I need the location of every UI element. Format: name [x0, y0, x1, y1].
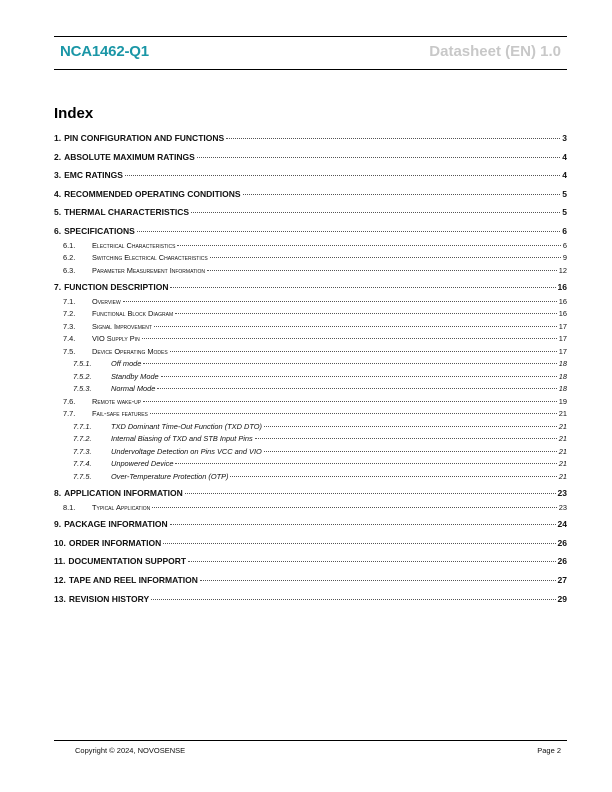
toc-entry-page: 23 [558, 502, 567, 512]
toc-entry-number: 6.1. [63, 240, 76, 250]
toc-entry[interactable] [54, 131, 567, 150]
toc-entry-page: 18 [558, 384, 567, 394]
toc-entry-number: 7.5.2. [73, 371, 92, 381]
toc-entry-number: 7.7.5. [73, 471, 92, 481]
toc-entry[interactable] [54, 502, 567, 515]
toc-entry[interactable] [54, 554, 567, 573]
toc-entry-number: 6. [54, 225, 62, 236]
toc-entry-page: 21 [558, 409, 567, 419]
toc-entry-title: TAPE AND REEL INFORMATION [68, 575, 198, 586]
toc-entry[interactable] [54, 383, 567, 396]
toc-entry-title: ORDER INFORMATION [68, 537, 162, 548]
toc-leader-dots [177, 245, 560, 246]
toc-entry-page: 6 [562, 240, 567, 250]
toc-entry-title: Normal Mode [111, 384, 156, 394]
toc-entry[interactable] [54, 433, 567, 446]
toc-entry[interactable] [54, 446, 567, 459]
toc-entry-title: Standby Mode [111, 371, 159, 381]
toc-entry-title: Functional Block Diagram [92, 309, 174, 319]
toc-entry-page: 19 [558, 396, 567, 406]
toc-entry-page: 21 [558, 434, 567, 444]
document-title: Datasheet (EN) 1.0 [429, 43, 561, 60]
toc-entry-page: 21 [558, 459, 567, 469]
toc-entry[interactable] [54, 346, 567, 359]
toc-entry-number: 7.7.2. [73, 434, 92, 444]
toc-leader-dots [175, 463, 556, 464]
toc-leader-dots [137, 231, 560, 232]
toc-entry-title: Electrical Characteristics [92, 240, 176, 250]
toc-leader-dots [161, 376, 557, 377]
toc-leader-dots [170, 351, 557, 352]
toc-entry-number: 7.6. [63, 396, 76, 406]
toc-entry[interactable] [54, 592, 567, 611]
toc-entry-page: 9 [562, 253, 567, 263]
toc-entry-page: 17 [558, 321, 567, 331]
toc-entry[interactable] [54, 252, 567, 265]
toc-entry-page: 17 [558, 334, 567, 344]
toc-entry-number: 7.5.3. [73, 384, 92, 394]
toc-entry-number: 8.1. [63, 502, 76, 512]
toc-entry-title: TXD Dominant Time-Out Function (TXD DTO) [111, 421, 262, 431]
toc-entry[interactable] [54, 205, 567, 224]
toc-entry[interactable] [54, 421, 567, 434]
toc-entry-title: Off mode [111, 359, 142, 369]
toc-entry[interactable] [54, 573, 567, 592]
toc-entry-page: 26 [557, 556, 567, 567]
toc-entry[interactable] [54, 265, 567, 278]
product-name: NCA1462-Q1 [60, 43, 149, 60]
toc-leader-dots [150, 413, 557, 414]
toc-entry-number: 13. [54, 593, 66, 604]
toc-entry-title: RECOMMENDED OPERATING CONDITIONS [64, 188, 241, 199]
toc-entry-title: Internal Biasing of TXD and STB Input Pins [111, 434, 253, 444]
toc-entry-page: 16 [558, 309, 567, 319]
toc-entry-title: APPLICATION INFORMATION [64, 488, 183, 499]
toc-entry[interactable] [54, 240, 567, 253]
toc-entry-number: 11. [54, 556, 66, 567]
toc-leader-dots [210, 257, 561, 258]
toc-entry-page: 4 [562, 151, 567, 162]
toc-entry-number: 7.7.4. [73, 459, 92, 469]
toc-entry-page: 12 [558, 265, 567, 275]
toc-entry-page: 17 [558, 346, 567, 356]
toc-entry[interactable] [54, 458, 567, 471]
toc-leader-dots [170, 287, 555, 288]
toc-leader-dots [123, 301, 557, 302]
toc-entry-number: 3. [54, 170, 62, 181]
toc-leader-dots [197, 157, 561, 158]
toc-entry-page: 18 [558, 371, 567, 381]
toc-entry-title: Typical Application [92, 502, 151, 512]
toc-entry-number: 7.5. [63, 346, 76, 356]
toc-entry-number: 7.7. [63, 409, 76, 419]
toc-leader-dots [191, 212, 560, 213]
toc-entry-number: 10. [54, 537, 66, 548]
toc-entry-title: Parameter Measurement Information [92, 265, 205, 275]
toc-entry-page: 16 [558, 296, 567, 306]
toc-leader-dots [255, 438, 557, 439]
toc-entry-title: ABSOLUTE MAXIMUM RATINGS [64, 151, 195, 162]
toc-entry[interactable] [54, 396, 567, 409]
toc-leader-dots [143, 363, 556, 364]
toc-entry-number: 8. [54, 488, 62, 499]
toc-entry-title: SPECIFICATIONS [64, 225, 135, 236]
toc-entry-number: 7.1. [63, 296, 76, 306]
toc-entry[interactable] [54, 187, 567, 206]
toc-entry-title: Signal Improvement [92, 321, 152, 331]
toc-entry-title: PACKAGE INFORMATION [64, 519, 168, 530]
toc-leader-dots [142, 338, 557, 339]
toc-entry-page: 18 [558, 359, 567, 369]
toc-entry-number: 7.2. [63, 309, 76, 319]
toc-leader-dots [207, 270, 557, 271]
toc-leader-dots [154, 326, 557, 327]
toc-entry-number: 7. [54, 282, 62, 293]
toc-leader-dots [170, 524, 556, 525]
toc-leader-dots [200, 580, 556, 581]
toc-leader-dots [188, 561, 555, 562]
toc-entry[interactable] [54, 471, 567, 484]
index-heading: Index [54, 105, 94, 122]
toc-entry-number: 4. [54, 188, 62, 199]
toc-entry-page: 21 [558, 421, 567, 431]
toc-entry[interactable] [54, 308, 567, 321]
toc-entry-number: 2. [54, 151, 62, 162]
toc-entry-title: Remote wake-up [92, 396, 142, 406]
toc-leader-dots [226, 138, 560, 139]
toc-entry-number: 7.3. [63, 321, 76, 331]
toc-leader-dots [264, 426, 557, 427]
toc-entry-page: 5 [562, 188, 567, 199]
toc-leader-dots [157, 388, 556, 389]
toc-entry-title: THERMAL CHARACTERISTICS [64, 207, 190, 218]
toc-entry-title: FUNCTION DESCRIPTION [64, 282, 169, 293]
toc-entry-page: 26 [557, 537, 567, 548]
toc-entry-number: 7.7.1. [73, 421, 92, 431]
toc-entry-page: 24 [557, 519, 567, 530]
toc-entry-page: 21 [558, 446, 567, 456]
toc-entry-title: Switching Electrical Characteristics [92, 253, 208, 263]
page-number: Page 2 [537, 746, 561, 755]
toc-entry-number: 1. [54, 133, 62, 143]
toc-entry-title: Device Operating Modes [92, 346, 168, 356]
toc-entry-number: 7.7.3. [73, 446, 92, 456]
toc-entry-title: Overview [92, 296, 121, 306]
toc-entry-page: 27 [557, 575, 567, 586]
toc-entry[interactable] [54, 333, 567, 346]
toc-entry-number: 5. [54, 207, 62, 218]
toc-entry-page: 6 [562, 225, 567, 236]
toc-entry[interactable] [54, 536, 567, 555]
toc-leader-dots [152, 507, 557, 508]
toc-entry-page: 21 [558, 471, 567, 481]
toc-entry-title: Undervoltage Detection on Pins VCC and VIO [111, 446, 262, 456]
toc-entry-title: EMC RATINGS [64, 170, 123, 181]
toc-entry-title: Unpowered Device [111, 459, 174, 469]
toc-entry-title: VIO Supply Pin [92, 334, 140, 344]
toc-leader-dots [125, 175, 560, 176]
toc-entry-page: 23 [557, 488, 567, 499]
toc-entry-number: 7.4. [63, 334, 76, 344]
toc-entry[interactable] [54, 517, 567, 536]
toc-entry-title: Over-Temperature Protection (OTP) [111, 471, 229, 481]
toc-entry-title: REVISION HISTORY [68, 593, 150, 604]
toc-leader-dots [264, 451, 557, 452]
footer-rule [54, 740, 567, 741]
copyright-text: Copyright © 2024, NOVOSENSE [75, 746, 186, 755]
toc-entry[interactable] [54, 408, 567, 421]
toc-entry-page: 4 [562, 170, 567, 181]
toc-entry-page: 29 [557, 593, 567, 604]
toc-entry-number: 12. [54, 575, 66, 586]
header-top-rule [54, 36, 567, 37]
toc-entry[interactable] [54, 296, 567, 309]
toc-entry-page: 5 [562, 207, 567, 218]
table-of-contents [54, 131, 567, 610]
toc-entry-page: 16 [557, 282, 567, 293]
toc-entry-page: 3 [562, 133, 567, 143]
toc-leader-dots [175, 313, 557, 314]
toc-leader-dots [143, 401, 557, 402]
toc-entry[interactable] [54, 150, 567, 169]
header-bottom-rule [54, 69, 567, 70]
toc-entry-number: 6.2. [63, 253, 76, 263]
toc-entry-title: DOCUMENTATION SUPPORT [68, 556, 187, 567]
toc-entry[interactable] [54, 168, 567, 187]
toc-entry-number: 6.3. [63, 265, 76, 275]
toc-leader-dots [243, 194, 561, 195]
toc-entry[interactable] [54, 358, 567, 371]
toc-entry-number: 9. [54, 519, 62, 530]
toc-leader-dots [185, 493, 556, 494]
toc-entry-title: PIN CONFIGURATION AND FUNCTIONS [64, 133, 225, 143]
toc-entry[interactable] [54, 321, 567, 334]
toc-entry[interactable] [54, 371, 567, 384]
toc-entry-number: 7.5.1. [73, 359, 92, 369]
toc-leader-dots [163, 543, 555, 544]
toc-leader-dots [230, 476, 556, 477]
toc-leader-dots [151, 599, 555, 600]
toc-entry-title: Fail-safe features [92, 409, 148, 419]
